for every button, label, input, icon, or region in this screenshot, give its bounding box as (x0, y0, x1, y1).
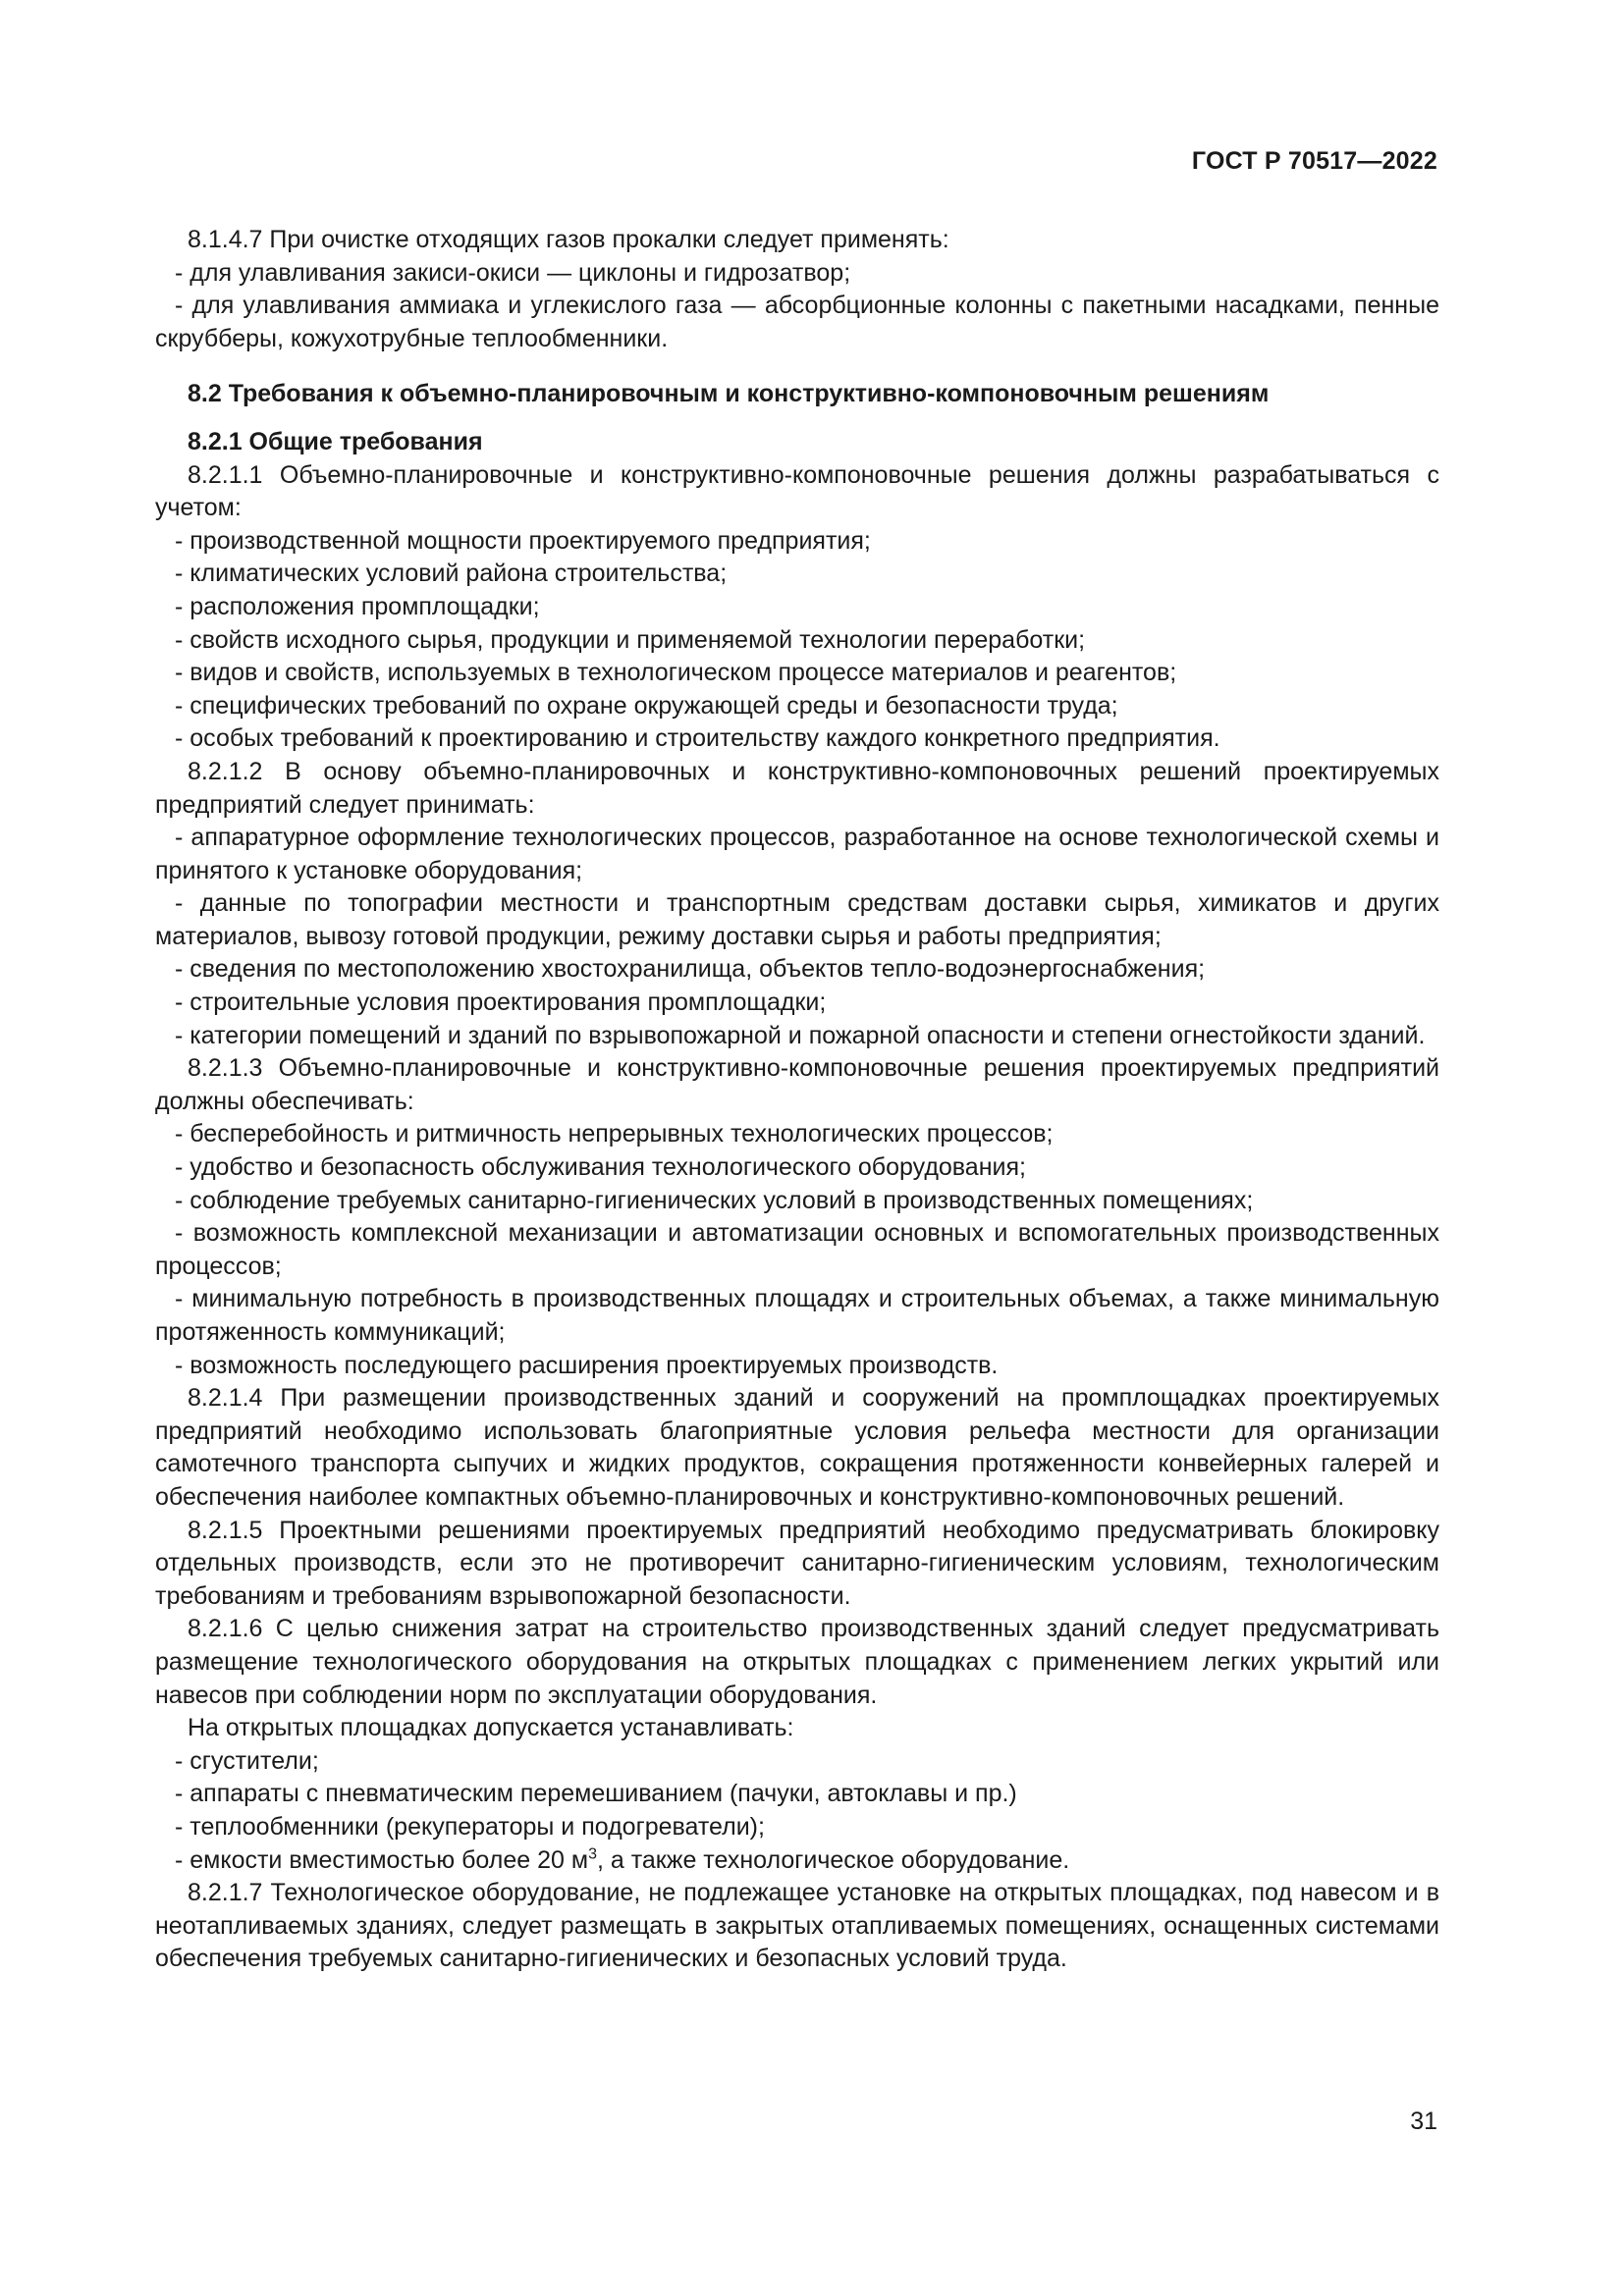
list-item: - видов и свойств, используемых в технологическом процессе материалов и реагентов; (175, 659, 1177, 687)
page-number: 31 (1410, 2108, 1437, 2135)
document-code: ГОСТ Р 70517—2022 (1191, 147, 1437, 175)
paragraph: 8.1.4.7 При очистке отходящих газов прокалки следует применять: (188, 226, 949, 253)
list-item: - сведения по местоположению хвостохранилища, объектов тепло-водоэнергоснабжения; (175, 955, 1206, 984)
list-item: - данные по топографии местности и транспортным средствам доставки сырья, химикатов и других материалов, вывозу готовой продукции, режиму доставки сырья и работы предприятия; (155, 889, 1439, 950)
document-body (155, 224, 1439, 1976)
list-item: - производственной мощности проектируемого предприятия; (175, 526, 871, 555)
paragraph: 8.2.1.5 Проектными решениями проектируемых предприятий необходимо предусматривать блокировку отдельных производств, если это не противоречит санитарно-гигиеническим условиям, технологическим требованиям и требованиям взрывопожарной безопасности. (155, 1516, 1439, 1610)
list-item: - теплообменники (рекуператоры и подогреватели); (175, 1812, 765, 1841)
paragraph: На открытых площадках допускается устанавливать: (188, 1714, 794, 1742)
list-item: - аппараты с пневматическим перемешиванием (пачуки, автоклавы и пр.) (175, 1780, 1017, 1808)
list-item: - для улавливания закиси-окиси — циклоны и гидрозатвор; (175, 258, 851, 287)
list-item: - возможность последующего расширения проектируемых производств. (175, 1351, 999, 1379)
paragraph: 8.2.1.1 Объемно-планировочные и конструктивно-компоновочные решения должны разрабатываться с учетом: (155, 460, 1439, 522)
list-item: - строительные условия проектирования промплощадки; (175, 988, 827, 1017)
paragraph: 8.2.1.3 Объемно-планировочные и конструктивно-компоновочные решения проектируемых предприятий должны обеспечивать: (155, 1054, 1439, 1115)
list-item: - бесперебойность и ритмичность непрерывных технологических процессов; (175, 1120, 1054, 1148)
list-item: - специфических требований по охране окружающей среды и безопасности труда; (175, 691, 1118, 720)
paragraph: 8.2.1.2 В основу объемно-планировочных и конструктивно-компоновочных решений проектируемых предприятий следует принимать: (155, 757, 1439, 819)
list-item: - для улавливания аммиака и углекислого газа — абсорбционные колонны с пакетными насадками, пенные скрубберы, кожухотрубные теплообменники. (155, 292, 1439, 352)
subsection-heading: 8.2.1 Общие требования (188, 427, 483, 455)
list-item: - сгустители; (175, 1746, 319, 1775)
list-item: - возможность комплексной механизации и автоматизации основных и вспомогательных производственных процессов; (155, 1219, 1439, 1280)
paragraph: 8.2.1.6 С целью снижения затрат на строительство производственных зданий следует предусматривать размещение технологического оборудования на открытых площадках с применением легких укрытий или навесов при соблюдении норм по эксплуатации оборудования. (155, 1615, 1439, 1709)
list-item: - свойств исходного сырья, продукции и применяемой технологии переработки; (175, 625, 1086, 654)
list-item: - соблюдение требуемых санитарно-гигиенических условий в производственных помещениях; (175, 1186, 1254, 1214)
paragraph: 8.2.1.4 При размещении производственных зданий и сооружений на промплощадках проектируемых предприятий необходимо использовать благоприятные условия рельефа местности для организации самотечного транспорта сыпучих и жидких продуктов, сокращения протяженности конвейерных галерей и обеспечения наиболее компактных объемно-планировочных и конструктивно-компоновочных решений. (155, 1384, 1439, 1511)
list-item: - климатических условий района строительства; (175, 560, 728, 588)
list-item: - категории помещений и зданий по взрывопожарной и пожарной опасности и степени огнестойкости зданий. (175, 1021, 1426, 1049)
paragraph: 8.2.1.7 Технологическое оборудование, не подлежащее установке на открытых площадках, под навесом и в неотапливаемых зданиях, следует размещать в закрытых отапливаемых помещениях, оснащенных системами обеспечения требуемых санитарно-гигиенических и безопасных условий труда. (155, 1879, 1439, 1973)
list-item: - особых требований к проектированию и строительству каждого конкретного предприятия. (175, 724, 1220, 753)
list-item: - аппаратурное оформление технологических процессов, разработанное на основе технологической схемы и принятого к установке оборудования; (155, 824, 1439, 884)
list-item: - минимальную потребность в производственных площадях и строительных объемах, а также минимальную протяженность коммуникаций; (155, 1285, 1439, 1346)
unit-superscript: 3 (588, 1845, 597, 1863)
section-heading: 8.2 Требования к объемно-планировочным и конструктивно-компоновочным решениям (188, 380, 1270, 408)
list-item-text: - емкости вместимостью более 20 м (175, 1845, 589, 1874)
list-item-text: , а также технологическое оборудование. (596, 1845, 1070, 1874)
list-item (155, 1844, 1439, 1878)
list-item: - удобство и безопасность обслуживания технологического оборудования; (175, 1153, 1026, 1182)
list-item: - расположения промплощадки; (175, 592, 540, 620)
